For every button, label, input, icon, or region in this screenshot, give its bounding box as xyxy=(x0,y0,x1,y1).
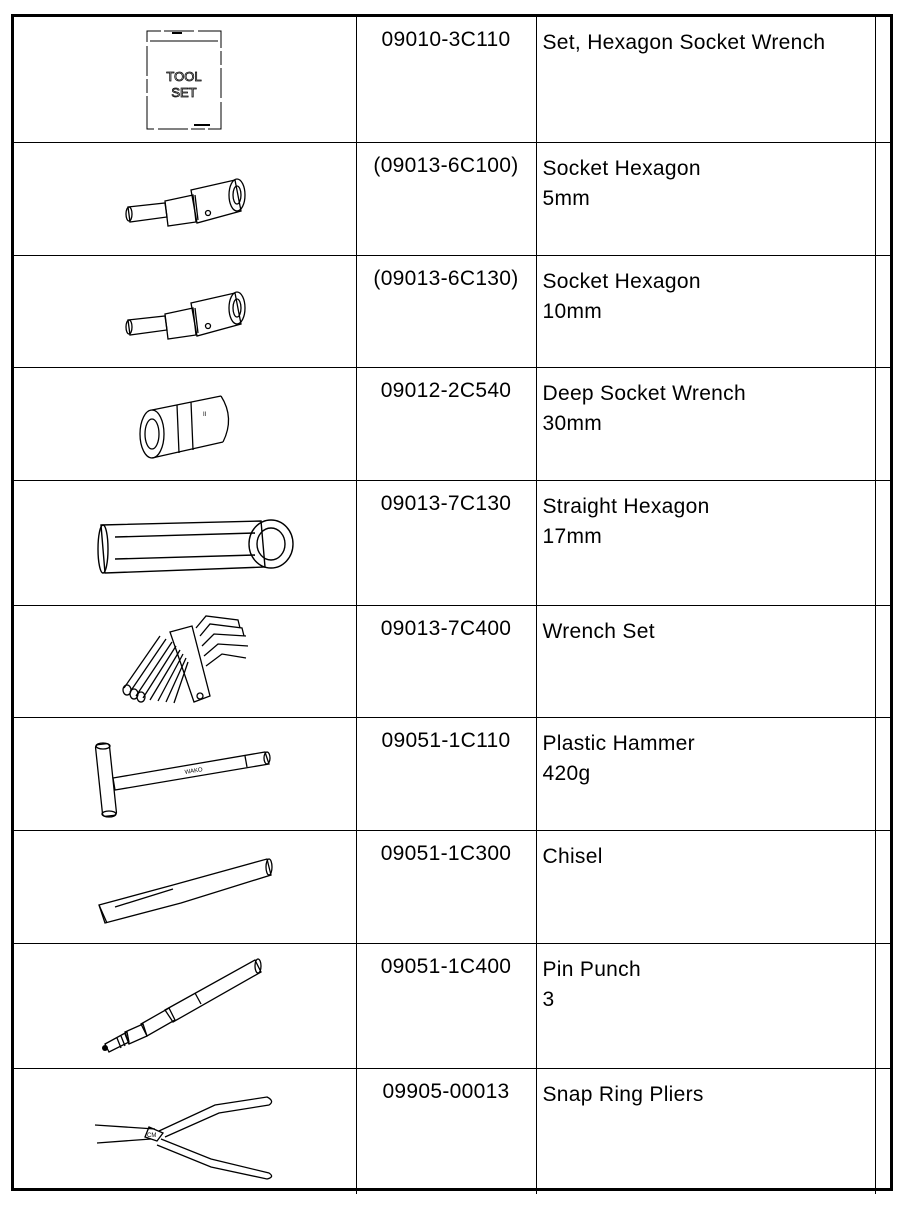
tool-name xyxy=(536,255,875,367)
part-number: (09013-6C100) xyxy=(356,142,536,255)
part-number: 09013-7C130 xyxy=(356,480,536,605)
svg-text:II: II xyxy=(202,411,207,418)
tool-name-line: Wrench Set xyxy=(542,619,655,643)
part-number: 09051-1C110 xyxy=(356,717,536,830)
tool-name-line: Socket Hexagon xyxy=(542,156,701,180)
tool-name-line: Set, Hexagon Socket Wrench xyxy=(542,31,826,54)
part-number: (09013-6C130) xyxy=(356,255,536,367)
tool-name xyxy=(536,367,875,480)
tool-name-line: 30mm xyxy=(542,411,603,435)
tool-name xyxy=(536,17,875,142)
tool-name-line: Straight Hexagon xyxy=(542,494,710,518)
case-label-bottom: SET xyxy=(171,85,197,100)
tool-name-line: Plastic Hammer xyxy=(542,731,695,755)
straight-hexagon-icon xyxy=(75,481,295,601)
table-row xyxy=(14,830,890,943)
table-row xyxy=(14,943,890,1068)
table-row xyxy=(14,367,890,480)
tool-name xyxy=(536,1068,875,1194)
part-number: 09905-00013 xyxy=(356,1068,536,1194)
tool-name xyxy=(536,480,875,605)
tool-name-line: 5mm xyxy=(542,186,591,210)
tool-name-line: 17mm xyxy=(542,524,603,548)
hex-socket-icon xyxy=(95,256,275,366)
tool-table-frame xyxy=(11,14,893,1191)
tool-name-line: Pin Punch xyxy=(542,957,641,981)
table-row xyxy=(14,1068,890,1194)
tool-name-line: Socket Hexagon xyxy=(542,269,701,293)
svg-text:CM: CM xyxy=(146,1132,157,1139)
socket-set-case-icon xyxy=(110,17,260,137)
tool-name xyxy=(536,830,875,943)
tool-name-line: 3 xyxy=(542,987,555,1011)
tool-name xyxy=(536,943,875,1068)
pin-punch-icon xyxy=(85,944,285,1064)
hex-key-set-icon xyxy=(110,606,260,716)
special-tools-table xyxy=(14,17,890,1194)
tool-name xyxy=(536,605,875,717)
tool-name-line: Chisel xyxy=(542,844,603,868)
table-row xyxy=(14,605,890,717)
table-row xyxy=(14,17,890,142)
snap-ring-pliers-icon xyxy=(85,1069,285,1189)
tool-name-line: 10mm xyxy=(542,299,603,323)
table-row xyxy=(14,717,890,830)
tool-name-line: 420g xyxy=(542,761,591,785)
deep-socket-icon xyxy=(95,368,275,478)
tool-name-line: Snap Ring Pliers xyxy=(542,1082,704,1106)
tool-name xyxy=(536,717,875,830)
tool-name xyxy=(536,142,875,255)
case-label-top: TOOL xyxy=(166,69,202,84)
table-row xyxy=(14,255,890,367)
part-number: 09012-2C540 xyxy=(356,367,536,480)
svg-text:WAKO: WAKO xyxy=(184,766,203,776)
plastic-hammer-icon xyxy=(85,718,285,828)
hex-socket-icon xyxy=(95,143,275,253)
part-number: 09051-1C400 xyxy=(356,943,536,1068)
tool-name-line: Deep Socket Wrench xyxy=(542,381,746,405)
part-number: 09051-1C300 xyxy=(356,830,536,943)
table-row xyxy=(14,480,890,605)
part-number: 09010-3C110 xyxy=(356,17,536,142)
part-number: 09013-7C400 xyxy=(356,605,536,717)
table-row xyxy=(14,142,890,255)
chisel-icon xyxy=(85,831,285,941)
